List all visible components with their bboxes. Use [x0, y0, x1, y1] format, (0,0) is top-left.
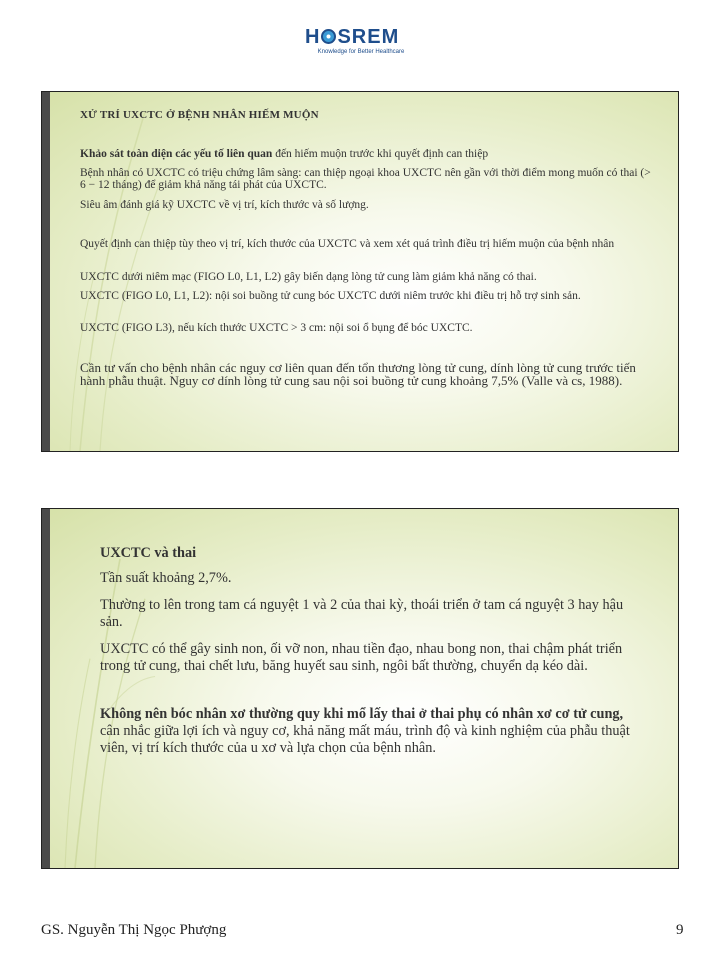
slide2-title: UXCTC và thai	[100, 545, 197, 561]
fern-decoration	[50, 509, 170, 868]
slide2-cesarean-rest: cân nhắc giữa lợi ích và nguy cơ, khả năng mất máu, trình độ và kinh nghiệm của phẫu thuật viên, vị trí kích thước của u xơ và lựa chọn của bệnh nhân.	[100, 723, 630, 756]
slide1-paragraph-laparoscopy: UXCTC (FIGO L3), nếu kích thước UXCTC > 3 cm: nội soi ổ bụng để bóc UXCTC.	[80, 322, 473, 334]
slide2-paragraph-cesarean	[100, 706, 640, 757]
page-number: 9	[676, 922, 684, 938]
slide2-cesarean-bold: Không nên bóc nhân xơ thường quy khi mổ lấy thai ở thai phụ có nhân xơ cơ tử cung,	[100, 706, 624, 722]
logo-wordmark	[305, 26, 417, 48]
slide-treatment-infertility	[41, 91, 679, 452]
slide1-paragraph-hysteroscopy: UXCTC (FIGO L0, L1, L2): nội soi buồng tử cung bóc UXCTC dưới niêm trước khi điều trị hỗ trợ sinh sản.	[80, 290, 581, 302]
slide-fibroids-pregnancy	[41, 508, 679, 869]
slide2-paragraph-frequency: Tần suất khoảng 2,7%.	[100, 570, 232, 586]
hosrem-logo	[305, 26, 417, 62]
slide1-paragraph-submucosal: UXCTC dưới niêm mạc (FIGO L0, L1, L2) gây biến dạng lòng tử cung làm giảm khả năng có thai.	[80, 271, 537, 283]
slide1-paragraph-counseling: Cần tư vấn cho bệnh nhân các nguy cơ liên quan đến tổn thương lòng tử cung, dính lòng tử cung trước tiến hành phẫu thuật. Nguy cơ dính lòng tử cung sau nội soi buồng tử cung khoảng 7,5% (Valle và cs, 1988).	[80, 360, 636, 388]
slide2-paragraph-growth: Thường to lên trong tam cá nguyệt 1 và 2 của thai kỳ, thoái triển ở tam cá nguyệt 3 hay hậu sản.	[100, 597, 624, 630]
globe-icon	[321, 29, 336, 44]
slide2-paragraph-complications: UXCTC có thể gây sinh non, ối vỡ non, nhau tiền đạo, nhau bong non, thai chậm phát triển trong tử cung, thai chết lưu, băng huyết sau sinh, ngôi bất thường, chuyển dạ kéo dài.	[100, 641, 623, 674]
slide-left-bar	[42, 509, 50, 868]
footer-author: GS. Nguyễn Thị Ngọc Phượng	[41, 922, 227, 938]
slide-left-bar	[42, 92, 50, 451]
logo-tagline: Knowledge for Better Healthcare	[317, 49, 405, 55]
slide1-survey-bold: Khảo sát toàn diện các yếu tố liên quan	[80, 148, 273, 160]
slide1-paragraph-ultrasound: Siêu âm đánh giá kỹ UXCTC về vị trí, kích thước và số lượng.	[80, 199, 369, 211]
slide1-title: XỬ TRÍ UXCTC Ở BỆNH NHÂN HIẾM MUỘN	[80, 109, 319, 121]
slide1-paragraph-decision: Quyết định can thiệp tùy theo vị trí, kích thước của UXCTC và xem xét quá trình điều trị hiếm muộn của bệnh nhân	[80, 238, 615, 250]
slide1-paragraph-symptomatic: Bệnh nhân có UXCTC có triệu chứng lâm sàng: can thiệp ngoại khoa UXCTC nên gần với thời điểm mong muốn có thai (> 6 − 12 tháng) để giảm khả năng tái phát của UXCTC.	[80, 167, 651, 191]
logo-letter-h: H	[305, 26, 321, 48]
slide1-paragraph-survey	[80, 148, 658, 160]
logo-letters-srem: SREM	[337, 26, 400, 48]
slide1-survey-rest: đến hiếm muộn trước khi quyết định can thiệp	[272, 148, 489, 160]
